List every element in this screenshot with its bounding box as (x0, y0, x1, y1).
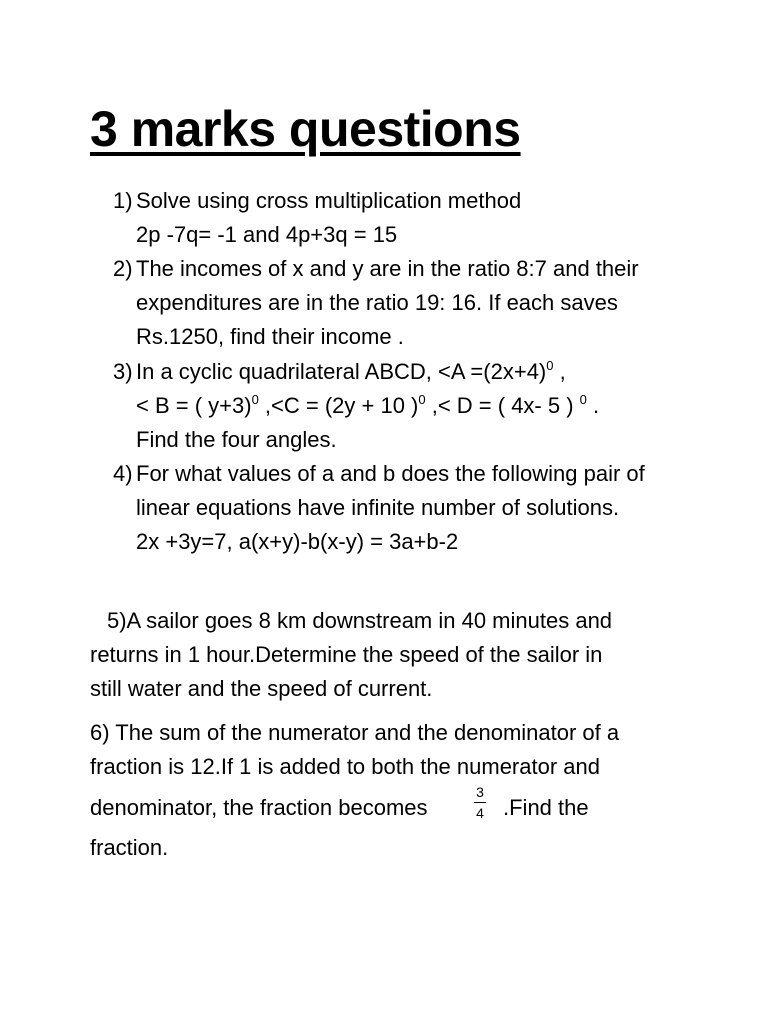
question-6-line-4: fraction. (90, 835, 169, 860)
question-6-line-3-b: .Find the (503, 795, 589, 820)
question-4-line-1: For what values of a and b does the following pair of (136, 461, 645, 486)
question-6-line-1: 6) The sum of the numerator and the denominator of a (90, 720, 620, 745)
question-4-line-2: linear equations have infinite number of solutions. (136, 495, 620, 520)
question-2-line-1: The incomes of x and y are in the ratio 8:7 and their (136, 256, 639, 281)
question-6-line-2: fraction is 12.If 1 is added to both the numerator and (90, 754, 600, 779)
question-2-line-3: Rs.1250, find their income . (136, 324, 404, 349)
question-3-line-2 (136, 389, 599, 423)
question-6-line-3-a: denominator, the fraction becomes (90, 795, 428, 820)
question-2-line-2: expenditures are in the ratio 19: 16. If each saves (136, 290, 618, 315)
question-5-line-2: returns in 1 hour.Determine the speed of the sailor in (90, 642, 603, 667)
question-5-line-3: still water and the speed of current. (90, 676, 433, 701)
fraction-numerator: 3 (476, 784, 484, 800)
question-1-line-1: Solve using cross multiplication method (136, 188, 522, 213)
q3-l2-degree-sup-3: 0 (579, 392, 587, 407)
q3-l2-degree-sup-1: 0 (251, 392, 259, 407)
question-1-number: 1) (113, 188, 133, 213)
q3-l1-text-a: In a cyclic quadrilateral ABCD, <A =(2x+4) (136, 359, 547, 384)
page-title: 3 marks questions (90, 101, 521, 157)
question-3-line-3: Find the four angles. (136, 427, 337, 452)
question-4-line-3: 2x +3y=7, a(x+y)-b(x-y) = 3a+b-2 (136, 529, 459, 554)
fraction-bar (474, 802, 486, 803)
question-1-line-2: 2p -7q= -1 and 4p+3q = 15 (136, 222, 398, 247)
q3-l1-degree-sup: 0 (546, 358, 554, 373)
fraction-three-quarters (472, 784, 488, 821)
q3-l1-text-b: , (553, 359, 566, 384)
q3-l2-text-c: ,< D = ( 4x- 5 ) (425, 393, 580, 418)
question-3-line-1 (136, 355, 566, 389)
question-4-number: 4) (113, 461, 133, 486)
question-2-number: 2) (113, 256, 133, 281)
question-5-line-1: 5)A sailor goes 8 km downstream in 40 minutes and (107, 608, 613, 633)
q3-l2-text-a: < B = ( y+3) (136, 393, 252, 418)
q3-l2-text-b: ,<C = (2y + 10 ) (258, 393, 419, 418)
q3-l2-text-d: . (586, 393, 600, 418)
fraction-denominator: 4 (476, 805, 484, 821)
q3-l2-degree-sup-2: 0 (418, 392, 426, 407)
question-3-number: 3) (113, 359, 133, 384)
